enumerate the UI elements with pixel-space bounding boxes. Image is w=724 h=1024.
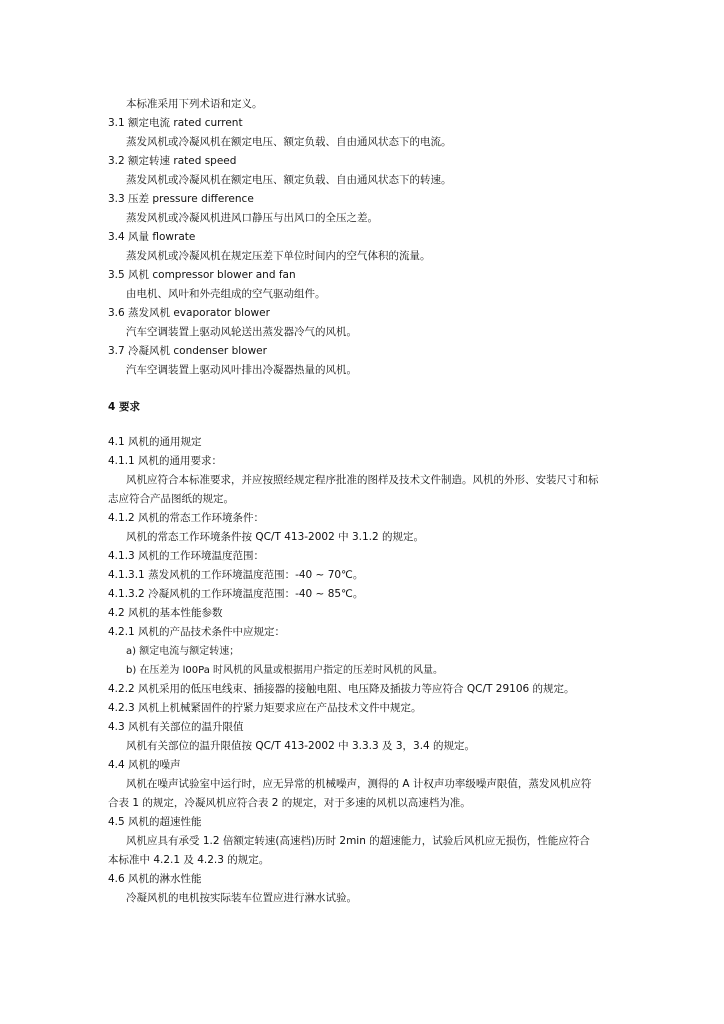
term-3-6-definition: 汽车空调装置上驱动风轮送出蒸发器冷气的风机。 — [126, 326, 357, 338]
section-4-1-heading: 4.1 风机的通用规定 — [108, 436, 202, 448]
section-4-2-1-heading: 4.2.1 风机的产品技术条件中应规定： — [108, 626, 286, 638]
term-3-6-heading: 3.6 蒸发风机 evaporator blower — [108, 307, 270, 319]
section-4-1-2-heading: 4.1.2 风机的常态工作环境条件： — [108, 512, 265, 524]
term-3-1-definition: 蒸发风机或冷凝风机在额定电压、额定负载、自由通风状态下的电流。 — [126, 136, 452, 148]
list-item-b: b) 在压差为 l00Pa 时风机的风量或根据用户指定的压差时风机的风量。 — [126, 665, 443, 676]
section-4-4-text-line-2: 合表 1 的规定，冷凝风机应符合表 2 的规定，对于多速的风机以高速档为准。 — [108, 797, 471, 809]
section-4-3-heading: 4.3 风机有关部位的温升限值 — [108, 721, 244, 733]
section-4-2-2: 4.2.2 风机采用的低压电线束、插接器的接触电阻、电压降及插拔力等应符合 QC/T 29106 的规定。 — [108, 683, 575, 695]
section-4-5-text-line-2: 本标准中 4.2.1 及 4.2.3 的规定。 — [108, 854, 270, 866]
section-4-1-3-heading: 4.1.3 风机的工作环境温度范围： — [108, 550, 265, 562]
section-4-4-text-line-1: 风机在噪声试验室中运行时，应无异常的机械噪声，测得的 A 计权声功率级噪声限值，蒸发风机应符 — [126, 778, 592, 790]
term-3-5-heading: 3.5 风机 compressor blower and fan — [108, 269, 296, 281]
term-3-2-definition: 蒸发风机或冷凝风机在额定电压、额定负载、自由通风状态下的转速。 — [126, 174, 452, 186]
term-3-3-definition: 蒸发风机或冷凝风机进风口静压与出风口的全压之差。 — [126, 212, 378, 224]
section-4-1-1-heading: 4.1.1 风机的通用要求： — [108, 455, 223, 467]
section-4-3-text: 风机有关部位的温升限值按 QC/T 413-2002 中 3.3.3 及 3，3.4 的规定。 — [126, 740, 476, 752]
section-4-5-heading: 4.5 风机的超速性能 — [108, 816, 202, 828]
section-4-5-text-line-1: 风机应具有承受 1.2 倍额定转速(高速档)历时 2min 的超速能力，试验后风机应无损伤，性能应符合 — [126, 835, 590, 847]
section-4-6-heading: 4.6 风机的淋水性能 — [108, 873, 202, 885]
section-4-6-text: 冷凝风机的电机按实际装车位置应进行淋水试验。 — [126, 892, 357, 904]
term-3-5-definition: 由电机、风叶和外壳组成的空气驱动组件。 — [126, 288, 326, 300]
section-4-1-1-text-line-2: 志应符合产品图纸的规定。 — [108, 493, 234, 505]
section-4-2-3: 4.2.3 风机上机械紧固件的拧紧力矩要求应在产品技术文件中规定。 — [108, 702, 422, 714]
section-4-2-heading: 4.2 风机的基本性能参数 — [108, 607, 223, 619]
term-3-1-heading: 3.1 额定电流 rated current — [108, 117, 243, 129]
term-3-7-definition: 汽车空调装置上驱动风叶排出冷凝器热量的风机。 — [126, 364, 357, 376]
term-3-2-heading: 3.2 额定转速 rated speed — [108, 155, 237, 167]
section-4-1-3-1: 4.1.3.1 蒸发风机的工作环境温度范围：-40 ~ 70℃。 — [108, 569, 364, 581]
section-4-1-1-text-line-1: 风机应符合本标准要求，并应按照经规定程序批准的图样及技术文件制造。风机的外形、安装尺寸和标 — [126, 474, 599, 486]
term-3-7-heading: 3.7 冷凝风机 condenser blower — [108, 345, 267, 357]
section-4-heading: 4 要求 — [108, 401, 140, 413]
section-4-1-2-text: 风机的常态工作环境条件按 QC/T 413-2002 中 3.1.2 的规定。 — [126, 531, 425, 543]
term-3-3-heading: 3.3 压差 pressure difference — [108, 193, 254, 205]
section-4-4-heading: 4.4 风机的噪声 — [108, 759, 181, 771]
section-4-1-3-2: 4.1.3.2 冷凝风机的工作环境温度范围：-40 ~ 85℃。 — [108, 588, 364, 600]
term-3-4-definition: 蒸发风机或冷凝风机在规定压差下单位时间内的空气体积的流量。 — [126, 250, 431, 262]
intro-text: 本标准采用下列术语和定义。 — [126, 98, 263, 110]
list-item-a: a) 额定电流与额定转速； — [126, 646, 240, 657]
term-3-4-heading: 3.4 风量 flowrate — [108, 231, 196, 243]
